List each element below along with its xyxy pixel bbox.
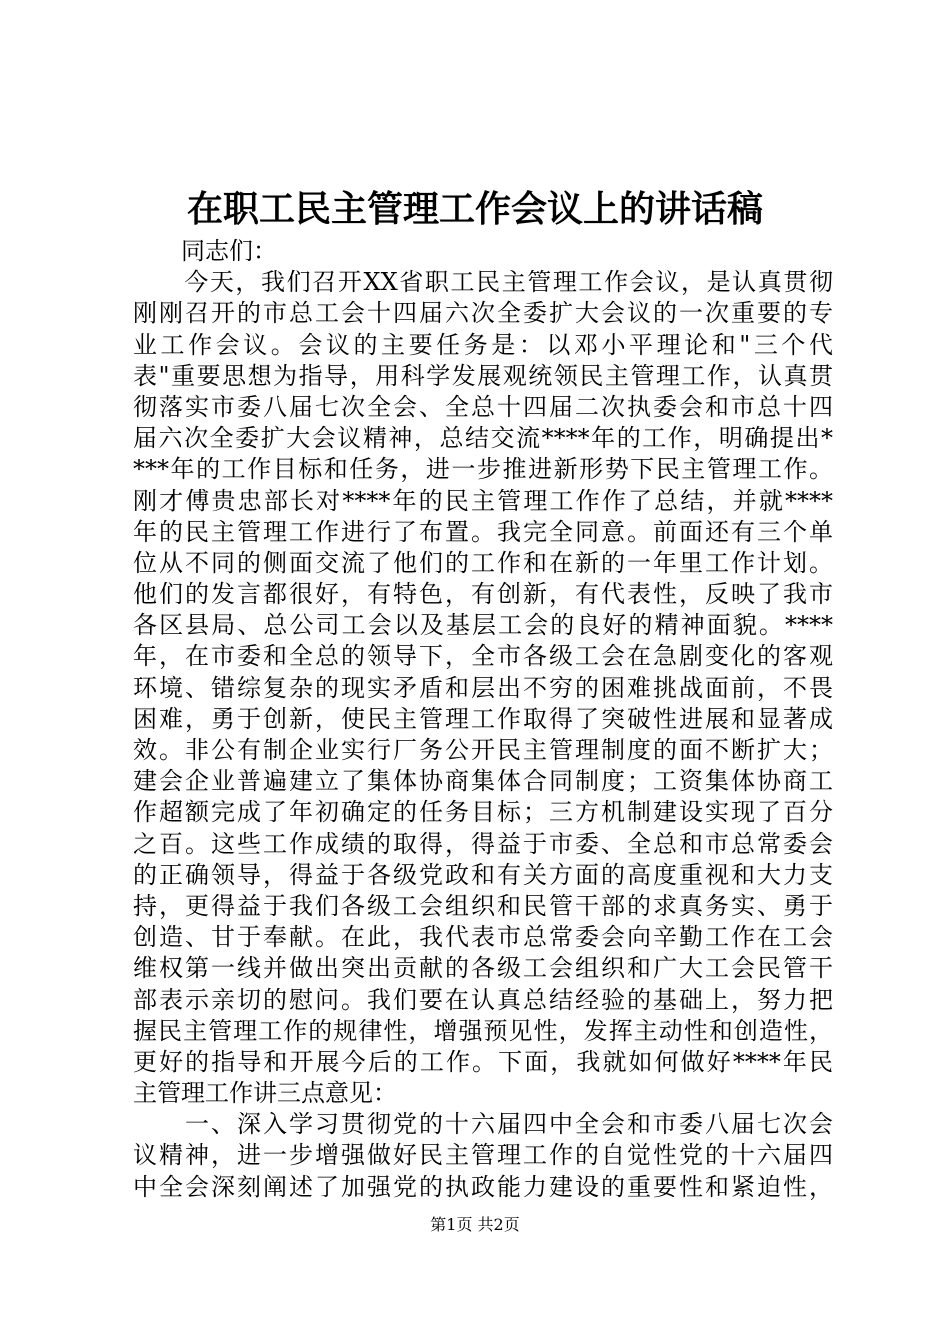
body-line: 困难，勇于创新，使民主管理工作取得了突破性进展和显著成 (133, 704, 833, 733)
body-line: 业工作会议。会议的主要任务是：以邓小平理论和"三个代 (133, 330, 833, 359)
body-line: 主管理工作讲三点意见： (133, 1079, 397, 1108)
page-footer: 第1页 共2页 (430, 1215, 520, 1234)
body-line: 表"重要思想为指导，用科学发展观统领民主管理工作，认真贯 (133, 361, 833, 390)
body-line: 创造、甘于奉献。在此，我代表市总常委会向辛勤工作在工会 (133, 923, 833, 952)
body-line: 一、深入学习贯彻党的十六届四中全会和市委八届七次会 (133, 1110, 833, 1139)
body-line: 年，在市委和全总的领导下，全市各级工会在急剧变化的客观 (133, 642, 833, 671)
body-line: 之百。这些工作成绩的取得，得益于市委、全总和市总常委会 (133, 829, 833, 858)
body-line: 年的民主管理工作进行了布置。我完全同意。前面还有三个单 (133, 517, 833, 546)
body-line: ***年的工作目标和任务，进一步推进新形势下民主管理工作。 (133, 455, 833, 484)
body-line: 维权第一线并做出突出贡献的各级工会组织和广大工会民管干 (133, 954, 833, 983)
body-line: 效。非公有制企业实行厂务公开民主管理制度的面不断扩大； (133, 736, 833, 764)
body-line: 作超额完成了年初确定的任务目标；三方机制建设实现了百分 (133, 798, 833, 827)
body-line: 他们的发言都很好，有特色，有创新，有代表性，反映了我市 (133, 580, 833, 609)
document-title: 在职工民主管理工作会议上的讲话稿 (186, 188, 763, 230)
body-line: 位从不同的侧面交流了他们的工作和在新的一年里工作计划。 (133, 548, 833, 577)
body-line: 各区县局、总公司工会以及基层工会的良好的精神面貌。**** (133, 611, 833, 640)
body-line: 的正确领导，得益于各级党政和有关方面的高度重视和大力支 (133, 860, 833, 889)
body-line: 建会企业普遍建立了集体协商集体合同制度；工资集体协商工 (133, 767, 833, 796)
body-line: 环境、错综复杂的现实矛盾和层出不穷的困难挑战面前，不畏 (133, 673, 833, 702)
body-line: 更好的指导和开展今后的工作。下面，我就如何做好****年民 (133, 1047, 833, 1076)
body-line: 同志们： (133, 237, 277, 265)
body-line: 刚才傅贵忠部长对****年的民主管理工作作了总结，并就**** (133, 486, 833, 515)
document-body (133, 236, 833, 1203)
body-line: 中全会深刻阐述了加强党的执政能力建设的重要性和紧迫性， (133, 1172, 833, 1201)
body-line: 握民主管理工作的规律性，增强预见性，发挥主动性和创造性， (133, 1016, 833, 1045)
body-line: 届六次全委扩大会议精神，总结交流****年的工作，明确提出* (133, 424, 833, 453)
body-line: 部表示亲切的慰问。我们要在认真总结经验的基础上，努力把 (133, 985, 833, 1014)
body-line: 议精神，进一步增强做好民主管理工作的自觉性党的十六届四 (133, 1141, 833, 1170)
body-line: 彻落实市委八届七次全会、全总十四届二次执委会和市总十四 (133, 392, 833, 421)
body-line: 今天，我们召开XX省职工民主管理工作会议，是认真贯彻 (133, 268, 833, 297)
body-line: 持，更得益于我们各级工会组织和民管干部的求真务实、勇于 (133, 891, 833, 920)
body-line: 刚刚召开的市总工会十四届六次全委扩大会议的一次重要的专 (133, 299, 833, 328)
